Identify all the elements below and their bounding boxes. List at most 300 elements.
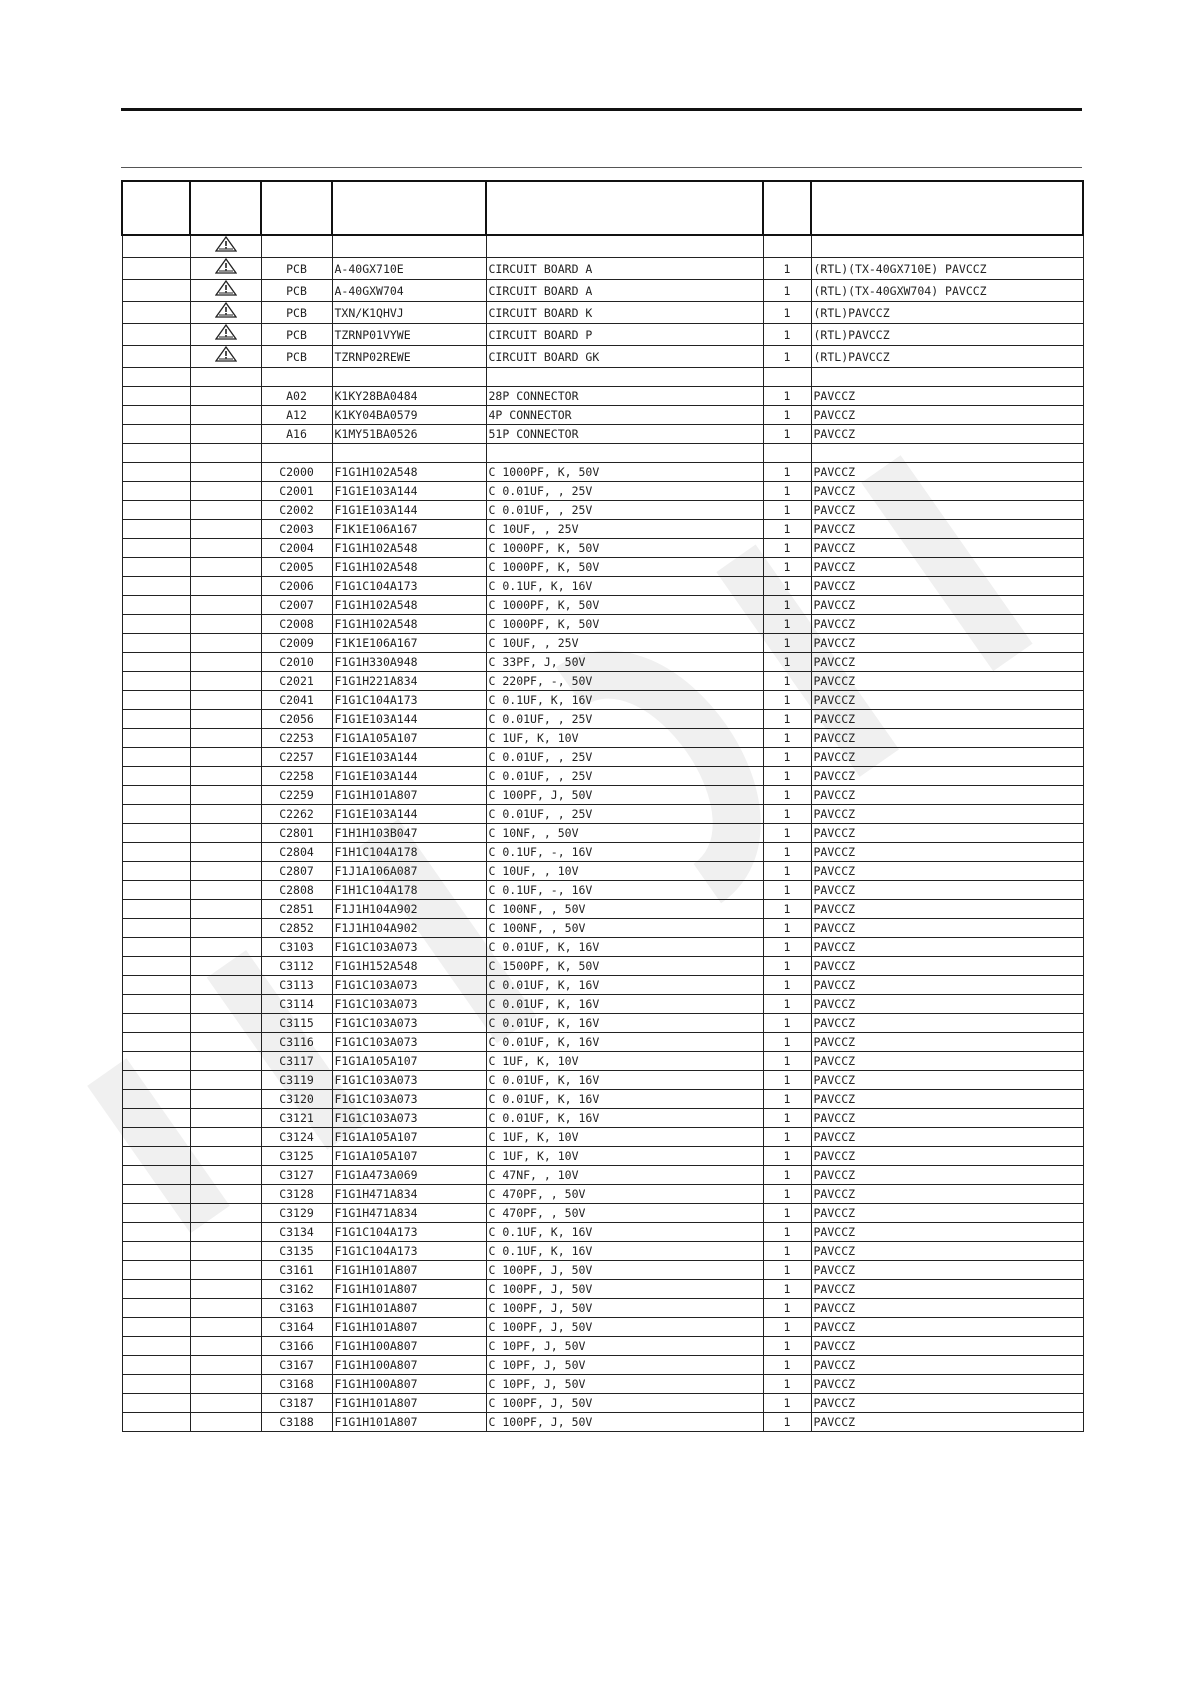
part-no-cell: F1G1C104A173 <box>332 691 486 710</box>
part-no-cell <box>332 368 486 387</box>
remarks-cell <box>811 444 1083 463</box>
quantity-cell: 1 <box>763 596 811 615</box>
safety-mark-cell <box>190 1318 261 1337</box>
ref-no-cell: C2006 <box>261 577 332 596</box>
quantity-cell: 1 <box>763 995 811 1014</box>
safety-mark-cell <box>190 501 261 520</box>
row-blank-cell <box>122 368 190 387</box>
row-blank-cell <box>122 767 190 786</box>
row-blank-cell <box>122 653 190 672</box>
safety-mark-cell <box>190 1299 261 1318</box>
quantity-cell: 1 <box>763 1052 811 1071</box>
remarks-cell: PAVCCZ <box>811 1280 1083 1299</box>
description-cell: C 1UF, K, 10V <box>486 1052 763 1071</box>
part-no-cell: F1G1H100A807 <box>332 1356 486 1375</box>
ref-no-cell: C3124 <box>261 1128 332 1147</box>
part-no-cell: F1G1E103A144 <box>332 767 486 786</box>
remarks-cell: (RTL)(TX-40GX710E) PAVCCZ <box>811 258 1083 280</box>
quantity-cell: 1 <box>763 729 811 748</box>
safety-mark-cell <box>190 710 261 729</box>
table-row <box>122 824 1083 843</box>
row-blank-cell <box>122 482 190 501</box>
row-blank-cell <box>122 501 190 520</box>
header-cell <box>486 181 763 235</box>
description-cell <box>486 235 763 258</box>
quantity-cell: 1 <box>763 710 811 729</box>
table-row <box>122 1052 1083 1071</box>
quantity-cell: 1 <box>763 843 811 862</box>
safety-mark-cell <box>190 258 261 280</box>
header-cell <box>122 181 190 235</box>
description-cell: C 0.1UF, K, 16V <box>486 1242 763 1261</box>
row-blank-cell <box>122 444 190 463</box>
row-blank-cell <box>122 976 190 995</box>
remarks-cell: PAVCCZ <box>811 577 1083 596</box>
remarks-cell: PAVCCZ <box>811 767 1083 786</box>
part-no-cell: F1G1A473A069 <box>332 1166 486 1185</box>
part-no-cell: F1G1H102A548 <box>332 596 486 615</box>
quantity-cell: 1 <box>763 1166 811 1185</box>
description-cell: C 0.1UF, K, 16V <box>486 1223 763 1242</box>
table-row <box>122 710 1083 729</box>
row-blank-cell <box>122 1375 190 1394</box>
table-row <box>122 653 1083 672</box>
description-cell: C 100PF, J, 50V <box>486 1299 763 1318</box>
row-blank-cell <box>122 463 190 482</box>
remarks-cell: PAVCCZ <box>811 596 1083 615</box>
quantity-cell: 1 <box>763 1356 811 1375</box>
part-no-cell: K1KY04BA0579 <box>332 406 486 425</box>
table-row <box>122 235 1083 258</box>
table-row <box>122 767 1083 786</box>
safety-mark-cell <box>190 938 261 957</box>
quantity-cell: 1 <box>763 1337 811 1356</box>
safety-mark-cell <box>190 406 261 425</box>
row-blank-cell <box>122 881 190 900</box>
safety-mark-cell <box>190 843 261 862</box>
ref-no-cell: C3187 <box>261 1394 332 1413</box>
quantity-cell: 1 <box>763 767 811 786</box>
table-row <box>122 1166 1083 1185</box>
table-row <box>122 1318 1083 1337</box>
row-blank-cell <box>122 938 190 957</box>
remarks-cell: PAVCCZ <box>811 501 1083 520</box>
row-blank-cell <box>122 824 190 843</box>
table-row <box>122 786 1083 805</box>
remarks-cell: (RTL)PAVCCZ <box>811 302 1083 324</box>
ref-no-cell: C3119 <box>261 1071 332 1090</box>
part-no-cell: F1G1H152A548 <box>332 957 486 976</box>
remarks-cell: PAVCCZ <box>811 805 1083 824</box>
ref-no-cell: C3103 <box>261 938 332 957</box>
table-row <box>122 995 1083 1014</box>
safety-mark-cell <box>190 539 261 558</box>
description-cell: C 0.01UF, , 25V <box>486 767 763 786</box>
ref-no-cell: C3166 <box>261 1337 332 1356</box>
description-cell: C 0.01UF, , 25V <box>486 482 763 501</box>
remarks-cell: PAVCCZ <box>811 425 1083 444</box>
quantity-cell: 1 <box>763 653 811 672</box>
quantity-cell: 1 <box>763 577 811 596</box>
description-cell: C 100PF, J, 50V <box>486 1318 763 1337</box>
part-no-cell: F1G1C104A173 <box>332 1223 486 1242</box>
row-blank-cell <box>122 1071 190 1090</box>
table-row <box>122 406 1083 425</box>
table-row <box>122 1242 1083 1261</box>
quantity-cell: 1 <box>763 615 811 634</box>
safety-mark-cell <box>190 824 261 843</box>
table-row <box>122 1375 1083 1394</box>
table-row <box>122 881 1083 900</box>
description-cell: C 470PF, , 50V <box>486 1204 763 1223</box>
quantity-cell: 1 <box>763 900 811 919</box>
safety-mark-cell <box>190 1128 261 1147</box>
quantity-cell: 1 <box>763 387 811 406</box>
ref-no-cell <box>261 444 332 463</box>
row-blank-cell <box>122 710 190 729</box>
row-blank-cell <box>122 1318 190 1337</box>
safety-mark-cell <box>190 919 261 938</box>
table-row <box>122 748 1083 767</box>
quantity-cell: 1 <box>763 1090 811 1109</box>
safety-mark-cell <box>190 786 261 805</box>
row-blank-cell <box>122 957 190 976</box>
description-cell: C 100NF, , 50V <box>486 900 763 919</box>
ref-no-cell: C2005 <box>261 558 332 577</box>
part-no-cell: F1G1E103A144 <box>332 482 486 501</box>
table-row <box>122 843 1083 862</box>
remarks-cell: PAVCCZ <box>811 1337 1083 1356</box>
part-no-cell: K1MY51BA0526 <box>332 425 486 444</box>
ref-no-cell: C3188 <box>261 1413 332 1432</box>
safety-mark-cell <box>190 672 261 691</box>
quantity-cell: 1 <box>763 957 811 976</box>
ref-no-cell: C2852 <box>261 919 332 938</box>
row-blank-cell <box>122 919 190 938</box>
table-row <box>122 1394 1083 1413</box>
quantity-cell: 1 <box>763 938 811 957</box>
remarks-cell: PAVCCZ <box>811 558 1083 577</box>
row-blank-cell <box>122 280 190 302</box>
header-cell <box>261 181 332 235</box>
safety-mark-cell <box>190 1413 261 1432</box>
row-blank-cell <box>122 1261 190 1280</box>
quantity-cell: 1 <box>763 1280 811 1299</box>
safety-mark-cell <box>190 957 261 976</box>
table-row <box>122 691 1083 710</box>
remarks-cell: PAVCCZ <box>811 938 1083 957</box>
row-blank-cell <box>122 1280 190 1299</box>
part-no-cell: F1G1H221A834 <box>332 672 486 691</box>
table-row <box>122 672 1083 691</box>
part-no-cell: F1G1C103A073 <box>332 1071 486 1090</box>
quantity-cell: 1 <box>763 634 811 653</box>
part-no-cell: F1G1H100A807 <box>332 1337 486 1356</box>
ref-no-cell: PCB <box>261 302 332 324</box>
safety-mark-cell <box>190 1242 261 1261</box>
remarks-cell: (RTL)PAVCCZ <box>811 324 1083 346</box>
quantity-cell: 1 <box>763 786 811 805</box>
row-blank-cell <box>122 672 190 691</box>
ref-no-cell: C2262 <box>261 805 332 824</box>
row-blank-cell <box>122 1052 190 1071</box>
table-row <box>122 615 1083 634</box>
quantity-cell: 1 <box>763 1318 811 1337</box>
part-no-cell: F1G1C103A073 <box>332 1033 486 1052</box>
row-blank-cell <box>122 1128 190 1147</box>
remarks-cell: PAVCCZ <box>811 862 1083 881</box>
part-no-cell: A-40GX710E <box>332 258 486 280</box>
quantity-cell: 1 <box>763 324 811 346</box>
ref-no-cell: C2257 <box>261 748 332 767</box>
remarks-cell: PAVCCZ <box>811 1166 1083 1185</box>
part-no-cell: F1G1C103A073 <box>332 995 486 1014</box>
row-blank-cell <box>122 520 190 539</box>
description-cell: C 1UF, K, 10V <box>486 729 763 748</box>
table-row <box>122 1261 1083 1280</box>
part-no-cell: F1G1H100A807 <box>332 1375 486 1394</box>
safety-mark-cell <box>190 1204 261 1223</box>
row-blank-cell <box>122 1242 190 1261</box>
part-no-cell: F1G1H471A834 <box>332 1204 486 1223</box>
row-blank-cell <box>122 1223 190 1242</box>
ref-no-cell: C3135 <box>261 1242 332 1261</box>
ref-no-cell: C3164 <box>261 1318 332 1337</box>
quantity-cell <box>763 444 811 463</box>
ref-no-cell: C3112 <box>261 957 332 976</box>
remarks-cell: PAVCCZ <box>811 691 1083 710</box>
safety-mark-cell <box>190 324 261 346</box>
ref-no-cell: PCB <box>261 346 332 368</box>
safety-mark-cell <box>190 1090 261 1109</box>
safety-mark-cell <box>190 1356 261 1375</box>
remarks-cell: PAVCCZ <box>811 729 1083 748</box>
row-blank-cell <box>122 1033 190 1052</box>
table-row <box>122 1014 1083 1033</box>
part-no-cell: F1G1A105A107 <box>332 1128 486 1147</box>
quantity-cell: 1 <box>763 539 811 558</box>
row-blank-cell <box>122 346 190 368</box>
row-blank-cell <box>122 324 190 346</box>
table-row <box>122 919 1083 938</box>
part-no-cell: F1G1C103A073 <box>332 1109 486 1128</box>
part-no-cell: F1G1H471A834 <box>332 1185 486 1204</box>
row-blank-cell <box>122 1014 190 1033</box>
header-cell <box>190 181 261 235</box>
quantity-cell: 1 <box>763 1033 811 1052</box>
quantity-cell: 1 <box>763 346 811 368</box>
safety-mark-cell <box>190 1394 261 1413</box>
part-no-cell: F1G1C103A073 <box>332 976 486 995</box>
description-cell: C 0.1UF, K, 16V <box>486 691 763 710</box>
quantity-cell: 1 <box>763 406 811 425</box>
description-cell: C 1000PF, K, 50V <box>486 558 763 577</box>
safety-mark-cell <box>190 653 261 672</box>
quantity-cell: 1 <box>763 976 811 995</box>
ref-no-cell: C2000 <box>261 463 332 482</box>
part-no-cell: F1G1H102A548 <box>332 463 486 482</box>
part-no-cell: F1G1E103A144 <box>332 501 486 520</box>
remarks-cell: PAVCCZ <box>811 957 1083 976</box>
description-cell: 28P CONNECTOR <box>486 387 763 406</box>
description-cell: C 100PF, J, 50V <box>486 786 763 805</box>
remarks-cell: PAVCCZ <box>811 482 1083 501</box>
remarks-cell: PAVCCZ <box>811 653 1083 672</box>
part-no-cell: F1G1H101A807 <box>332 1318 486 1337</box>
remarks-cell: PAVCCZ <box>811 1071 1083 1090</box>
table-row <box>122 1109 1083 1128</box>
ref-no-cell: C2010 <box>261 653 332 672</box>
description-cell: C 1000PF, K, 50V <box>486 596 763 615</box>
description-cell: C 220PF, -, 50V <box>486 672 763 691</box>
description-cell: C 0.01UF, K, 16V <box>486 995 763 1014</box>
safety-mark-cell <box>190 1166 261 1185</box>
row-blank-cell <box>122 634 190 653</box>
part-no-cell: A-40GXW704 <box>332 280 486 302</box>
remarks-cell: (RTL)(TX-40GXW704) PAVCCZ <box>811 280 1083 302</box>
remarks-cell: PAVCCZ <box>811 634 1083 653</box>
part-no-cell: F1G1H330A948 <box>332 653 486 672</box>
quantity-cell: 1 <box>763 425 811 444</box>
ref-no-cell <box>261 235 332 258</box>
quantity-cell: 1 <box>763 501 811 520</box>
table-row <box>122 862 1083 881</box>
ref-no-cell: C3114 <box>261 995 332 1014</box>
ref-no-cell: C2004 <box>261 539 332 558</box>
table-row <box>122 1337 1083 1356</box>
row-blank-cell <box>122 596 190 615</box>
description-cell: C 0.1UF, -, 16V <box>486 881 763 900</box>
ref-no-cell: C3116 <box>261 1033 332 1052</box>
row-blank-cell <box>122 425 190 444</box>
part-no-cell: F1G1E103A144 <box>332 748 486 767</box>
remarks-cell <box>811 235 1083 258</box>
safety-mark-cell <box>190 995 261 1014</box>
safety-mark-cell <box>190 1052 261 1071</box>
ref-no-cell: C3134 <box>261 1223 332 1242</box>
description-cell <box>486 444 763 463</box>
quantity-cell: 1 <box>763 558 811 577</box>
ref-no-cell: C2801 <box>261 824 332 843</box>
part-no-cell: F1G1E103A144 <box>332 805 486 824</box>
quantity-cell: 1 <box>763 258 811 280</box>
part-no-cell: F1G1H102A548 <box>332 615 486 634</box>
row-blank-cell <box>122 691 190 710</box>
remarks-cell: PAVCCZ <box>811 1223 1083 1242</box>
description-cell: C 0.01UF, , 25V <box>486 748 763 767</box>
row-blank-cell <box>122 1166 190 1185</box>
description-cell: C 1000PF, K, 50V <box>486 539 763 558</box>
remarks-cell: PAVCCZ <box>811 1204 1083 1223</box>
quantity-cell: 1 <box>763 1147 811 1166</box>
ref-no-cell: C3125 <box>261 1147 332 1166</box>
remarks-cell: PAVCCZ <box>811 1318 1083 1337</box>
ref-no-cell: C3168 <box>261 1375 332 1394</box>
quantity-cell: 1 <box>763 691 811 710</box>
part-no-cell: F1G1A105A107 <box>332 1147 486 1166</box>
part-no-cell: F1H1H103B047 <box>332 824 486 843</box>
safety-mark-cell <box>190 1280 261 1299</box>
remarks-cell: PAVCCZ <box>811 1128 1083 1147</box>
ref-no-cell: C3167 <box>261 1356 332 1375</box>
remarks-cell: PAVCCZ <box>811 539 1083 558</box>
part-no-cell: K1KY28BA0484 <box>332 387 486 406</box>
safety-mark-cell <box>190 368 261 387</box>
row-blank-cell <box>122 786 190 805</box>
remarks-cell: PAVCCZ <box>811 463 1083 482</box>
row-blank-cell <box>122 805 190 824</box>
remarks-cell: PAVCCZ <box>811 1090 1083 1109</box>
ref-no-cell: PCB <box>261 280 332 302</box>
ref-no-cell: A12 <box>261 406 332 425</box>
safety-mark-cell <box>190 482 261 501</box>
part-no-cell: F1G1E103A144 <box>332 710 486 729</box>
remarks-cell: PAVCCZ <box>811 1033 1083 1052</box>
safety-mark-cell <box>190 748 261 767</box>
description-cell: C 100PF, J, 50V <box>486 1413 763 1432</box>
header-cell <box>811 181 1083 235</box>
table-row <box>122 324 1083 346</box>
table-row <box>122 482 1083 501</box>
description-cell: C 0.01UF, , 25V <box>486 710 763 729</box>
row-blank-cell <box>122 748 190 767</box>
description-cell: C 100PF, J, 50V <box>486 1280 763 1299</box>
remarks-cell <box>811 368 1083 387</box>
part-no-cell: F1G1H101A807 <box>332 1413 486 1432</box>
row-blank-cell <box>122 1356 190 1375</box>
row-blank-cell <box>122 1109 190 1128</box>
description-cell: CIRCUIT BOARD P <box>486 324 763 346</box>
remarks-cell: PAVCCZ <box>811 710 1083 729</box>
row-blank-cell <box>122 1147 190 1166</box>
table-row <box>122 957 1083 976</box>
remarks-cell: PAVCCZ <box>811 1394 1083 1413</box>
row-blank-cell <box>122 615 190 634</box>
ref-no-cell: C3163 <box>261 1299 332 1318</box>
remarks-cell: PAVCCZ <box>811 1413 1083 1432</box>
remarks-cell: PAVCCZ <box>811 919 1083 938</box>
table-row <box>122 1185 1083 1204</box>
description-cell: C 0.01UF, K, 16V <box>486 938 763 957</box>
remarks-cell: PAVCCZ <box>811 387 1083 406</box>
row-blank-cell <box>122 577 190 596</box>
ref-no-cell: C3128 <box>261 1185 332 1204</box>
ref-no-cell: C2807 <box>261 862 332 881</box>
quantity-cell: 1 <box>763 1128 811 1147</box>
part-no-cell: F1J1H104A902 <box>332 900 486 919</box>
safety-mark-cell <box>190 1014 261 1033</box>
description-cell: C 1000PF, K, 50V <box>486 463 763 482</box>
table-row <box>122 258 1083 280</box>
quantity-cell: 1 <box>763 280 811 302</box>
table-row <box>122 577 1083 596</box>
part-no-cell: F1K1E106A167 <box>332 634 486 653</box>
table-row <box>122 302 1083 324</box>
safety-mark-cell <box>190 862 261 881</box>
ref-no-cell: C2001 <box>261 482 332 501</box>
quantity-cell: 1 <box>763 824 811 843</box>
description-cell: C 0.1UF, K, 16V <box>486 577 763 596</box>
safety-mark-cell <box>190 1071 261 1090</box>
warning-triangle-icon <box>215 346 237 367</box>
remarks-cell: PAVCCZ <box>811 406 1083 425</box>
table-row <box>122 1280 1083 1299</box>
ref-no-cell: C2009 <box>261 634 332 653</box>
row-blank-cell <box>122 558 190 577</box>
table-row <box>122 1356 1083 1375</box>
part-no-cell: F1G1H102A548 <box>332 558 486 577</box>
row-blank-cell <box>122 235 190 258</box>
